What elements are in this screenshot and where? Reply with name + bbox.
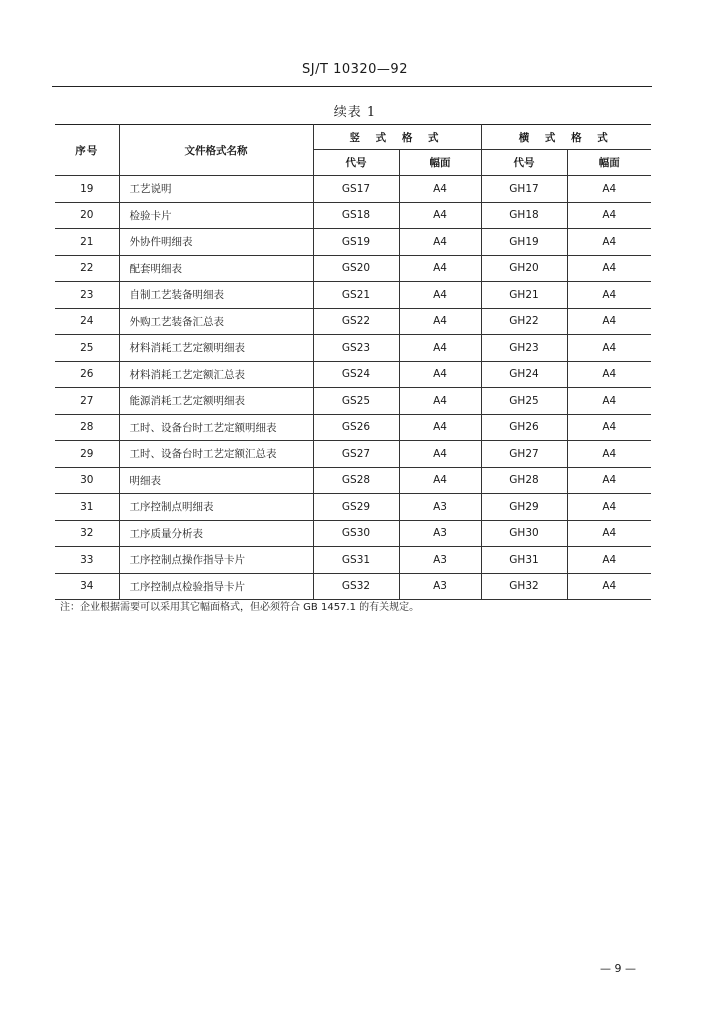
row-vertical-code: GS20	[313, 255, 399, 282]
row-vertical-size: A3	[399, 494, 481, 521]
row-horizontal-code: GH19	[481, 229, 567, 256]
row-seq: 27	[55, 388, 119, 415]
row-vertical-code: GS22	[313, 308, 399, 335]
table-row	[55, 441, 651, 468]
row-seq: 19	[55, 176, 119, 203]
table-body	[55, 176, 651, 600]
row-vertical-size: A4	[399, 414, 481, 441]
table-row	[55, 494, 651, 521]
row-horizontal-code: GH20	[481, 255, 567, 282]
table-caption: 续表 1	[333, 105, 377, 120]
row-vertical-code: GS17	[313, 176, 399, 203]
row-horizontal-size: A4	[567, 361, 651, 388]
row-vertical-code: GS27	[313, 441, 399, 468]
row-name: 材料消耗工艺定额汇总表	[119, 361, 313, 388]
row-horizontal-size: A4	[567, 547, 651, 574]
row-vertical-size: A4	[399, 361, 481, 388]
row-seq: 29	[55, 441, 119, 468]
table-row	[55, 308, 651, 335]
row-horizontal-code: GH28	[481, 467, 567, 494]
row-seq: 20	[55, 202, 119, 229]
table-row	[55, 361, 651, 388]
row-name: 检验卡片	[119, 202, 313, 229]
header-seq: 序号	[55, 125, 119, 176]
row-vertical-size: A4	[399, 441, 481, 468]
row-horizontal-code: GH18	[481, 202, 567, 229]
row-seq: 34	[55, 573, 119, 600]
row-vertical-size: A4	[399, 202, 481, 229]
row-vertical-code: GS32	[313, 573, 399, 600]
row-horizontal-size: A4	[567, 229, 651, 256]
row-horizontal-code: GH17	[481, 176, 567, 203]
row-horizontal-code: GH22	[481, 308, 567, 335]
row-name: 外购工艺装备汇总表	[119, 308, 313, 335]
row-horizontal-code: GH23	[481, 335, 567, 362]
row-horizontal-size: A4	[567, 520, 651, 547]
table-row	[55, 229, 651, 256]
row-vertical-size: A3	[399, 547, 481, 574]
page-number: — 9 —	[600, 962, 636, 975]
table-row	[55, 335, 651, 362]
row-horizontal-size: A4	[567, 176, 651, 203]
row-seq: 26	[55, 361, 119, 388]
row-horizontal-size: A4	[567, 282, 651, 309]
row-seq: 23	[55, 282, 119, 309]
row-horizontal-size: A4	[567, 441, 651, 468]
row-horizontal-size: A4	[567, 467, 651, 494]
header-name: 文件格式名称	[119, 125, 313, 176]
row-horizontal-code: GH26	[481, 414, 567, 441]
table-row	[55, 388, 651, 415]
row-vertical-size: A4	[399, 255, 481, 282]
row-vertical-code: GS18	[313, 202, 399, 229]
row-vertical-size: A4	[399, 229, 481, 256]
row-horizontal-size: A4	[567, 494, 651, 521]
row-horizontal-code: GH30	[481, 520, 567, 547]
row-horizontal-code: GH31	[481, 547, 567, 574]
row-vertical-code: GS28	[313, 467, 399, 494]
row-name: 明细表	[119, 467, 313, 494]
row-seq: 24	[55, 308, 119, 335]
table-row	[55, 547, 651, 574]
table-row	[55, 414, 651, 441]
table-row	[55, 282, 651, 309]
row-vertical-code: GS30	[313, 520, 399, 547]
row-seq: 21	[55, 229, 119, 256]
row-horizontal-size: A4	[567, 414, 651, 441]
row-name: 工序控制点检验指导卡片	[119, 573, 313, 600]
header-rule	[52, 86, 652, 87]
table-row	[55, 176, 651, 203]
table-note: 注：企业根据需要可以采用其它幅面格式，但必须符合 GB 1457.1 的有关规定。	[60, 602, 420, 613]
row-name: 工时、设备台时工艺定额汇总表	[119, 441, 313, 468]
row-seq: 28	[55, 414, 119, 441]
row-horizontal-code: GH25	[481, 388, 567, 415]
row-seq: 31	[55, 494, 119, 521]
table-row	[55, 255, 651, 282]
row-vertical-code: GS23	[313, 335, 399, 362]
row-vertical-code: GS31	[313, 547, 399, 574]
row-vertical-size: A4	[399, 335, 481, 362]
header-horizontal: 横 式 格 式	[481, 125, 651, 150]
row-vertical-code: GS25	[313, 388, 399, 415]
row-horizontal-size: A4	[567, 388, 651, 415]
document-header: SJ/T 10320—92	[302, 62, 408, 77]
row-vertical-code: GS26	[313, 414, 399, 441]
table-row	[55, 202, 651, 229]
row-name: 工序控制点操作指导卡片	[119, 547, 313, 574]
row-horizontal-code: GH29	[481, 494, 567, 521]
row-name: 外协件明细表	[119, 229, 313, 256]
row-vertical-code: GS19	[313, 229, 399, 256]
row-horizontal-code: GH21	[481, 282, 567, 309]
row-seq: 33	[55, 547, 119, 574]
row-seq: 30	[55, 467, 119, 494]
row-vertical-size: A4	[399, 282, 481, 309]
table-header-row	[55, 125, 651, 150]
row-name: 材料消耗工艺定额明细表	[119, 335, 313, 362]
row-seq: 25	[55, 335, 119, 362]
row-name: 能源消耗工艺定额明细表	[119, 388, 313, 415]
row-horizontal-size: A4	[567, 573, 651, 600]
header-h-code: 代号	[481, 150, 567, 176]
row-horizontal-code: GH32	[481, 573, 567, 600]
row-horizontal-size: A4	[567, 308, 651, 335]
row-horizontal-size: A4	[567, 202, 651, 229]
row-vertical-code: GS24	[313, 361, 399, 388]
row-name: 配套明细表	[119, 255, 313, 282]
row-vertical-code: GS21	[313, 282, 399, 309]
row-vertical-size: A3	[399, 520, 481, 547]
row-vertical-size: A4	[399, 388, 481, 415]
row-vertical-size: A4	[399, 176, 481, 203]
header-h-size: 幅面	[567, 150, 651, 176]
row-seq: 22	[55, 255, 119, 282]
row-horizontal-code: GH24	[481, 361, 567, 388]
row-vertical-code: GS29	[313, 494, 399, 521]
table-row	[55, 467, 651, 494]
table-row	[55, 573, 651, 600]
row-name: 工艺说明	[119, 176, 313, 203]
row-name: 自制工艺装备明细表	[119, 282, 313, 309]
row-vertical-size: A4	[399, 308, 481, 335]
table-row	[55, 520, 651, 547]
row-horizontal-size: A4	[567, 335, 651, 362]
row-name: 工序质量分析表	[119, 520, 313, 547]
row-vertical-size: A3	[399, 573, 481, 600]
header-v-code: 代号	[313, 150, 399, 176]
row-horizontal-code: GH27	[481, 441, 567, 468]
row-name: 工时、设备台时工艺定额明细表	[119, 414, 313, 441]
format-table	[55, 124, 651, 600]
row-vertical-size: A4	[399, 467, 481, 494]
header-v-size: 幅面	[399, 150, 481, 176]
row-name: 工序控制点明细表	[119, 494, 313, 521]
header-vertical: 竖 式 格 式	[313, 125, 481, 150]
row-seq: 32	[55, 520, 119, 547]
row-horizontal-size: A4	[567, 255, 651, 282]
